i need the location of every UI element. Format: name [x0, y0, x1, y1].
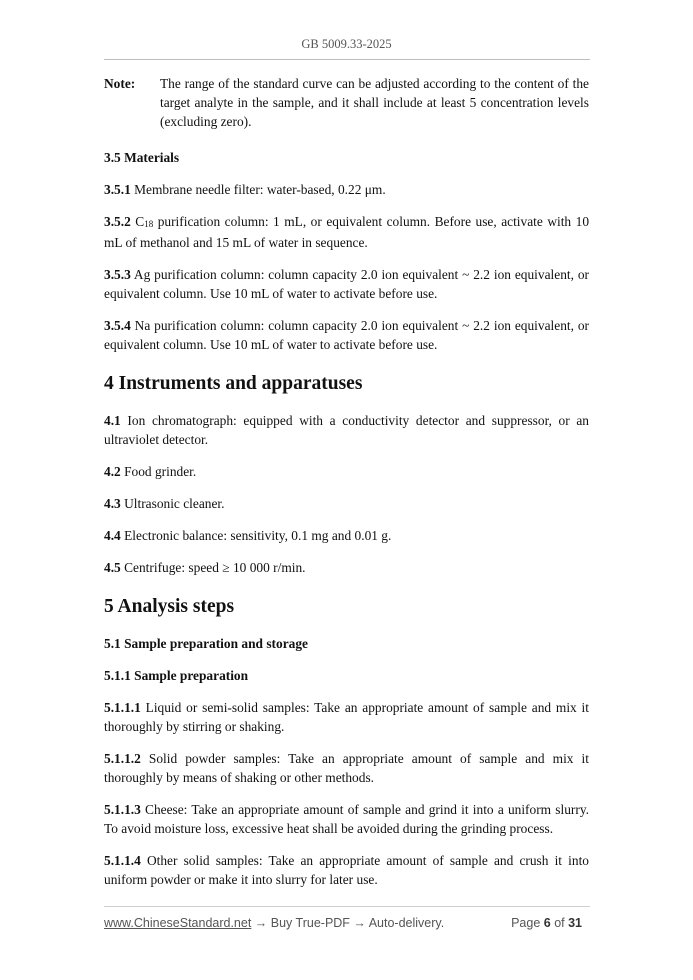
clause-5-1-1-1: 5.1.1.1 Liquid or semi-solid samples: Take an appropriate amount of sample and mix it thoroughly by stirring or shaking. — [104, 700, 589, 734]
section-5-1-1-heading: 5.1.1 Sample preparation — [104, 668, 249, 683]
clause-4-1: 4.1 Ion chromatograph: equipped with a conductivity detector and suppressor, or an ultraviolet detector. — [104, 413, 589, 447]
note-label: Note: — [104, 76, 136, 91]
clause-5-1-1-2: 5.1.1.2 Solid powder samples: Take an appropriate amount of sample and mix it thoroughly by means of shaking or other methods. — [104, 751, 589, 785]
header-divider — [104, 59, 590, 60]
footer-site-link[interactable]: www.ChineseStandard.net — [104, 916, 252, 930]
clause-4-3: 4.3 Ultrasonic cleaner. — [104, 496, 225, 511]
clause-4-2: 4.2 Food grinder. — [104, 464, 197, 479]
clause-4-4: 4.4 Electronic balance: sensitivity, 0.1 mg and 0.01 g. — [104, 528, 392, 543]
footer-tagline: → Buy True-PDF → Auto-delivery. — [251, 916, 445, 930]
footer-promo — [104, 916, 444, 930]
clause-4-5: 4.5 Centrifuge: speed ≥ 10 000 r/min. — [104, 560, 306, 575]
footer-divider — [104, 906, 590, 907]
section-5-1-heading: 5.1 Sample preparation and storage — [104, 636, 308, 651]
clause-3-5-3: 3.5.3 Ag purification column: column capacity 2.0 ion equivalent ~ 2.2 ion equivalent, or equivalent column. Use 10 mL of water to activate before use. — [104, 267, 589, 301]
clause-5-1-1-3: 5.1.1.3 Cheese: Take an appropriate amount of sample and grind it into a uniform slurry. To avoid moisture loss, excessive heat shall be avoided during the grinding process. — [104, 802, 589, 836]
clause-3-5-1: 3.5.1 Membrane needle filter: water-based, 0.22 μm. — [104, 182, 386, 197]
page-content — [104, 74, 589, 902]
section-4-heading: 4 Instruments and apparatuses — [104, 373, 363, 394]
clause-3-5-4: 3.5.4 Na purification column: column capacity 2.0 ion equivalent ~ 2.2 ion equivalent, or equivalent column. Use 10 mL of water to activate before use. — [104, 318, 589, 352]
page-footer — [104, 916, 582, 930]
page-total: 31 — [568, 916, 582, 930]
section-5-heading: 5 Analysis steps — [104, 596, 235, 617]
section-3-5-heading: 3.5 Materials — [104, 150, 180, 165]
note-text: The range of the standard curve can be adjusted according to the content of the target analyte in the sample, and it shall include at least 5 concentration levels (excluding zero). — [160, 76, 589, 129]
note-block — [104, 74, 589, 131]
page-indicator: Page 6 of 31 — [511, 916, 582, 930]
page-current: 6 — [543, 916, 551, 930]
clause-5-1-1-4: 5.1.1.4 Other solid samples: Take an appropriate amount of sample and crush it into uniform powder or make it into slurry for later use. — [104, 853, 589, 887]
header-standard-number: GB 5009.33-2025 — [301, 37, 392, 51]
clause-3-5-2: 3.5.2 $C_{18}$ purification column: 1 mL, or equivalent column. Before use, activate with 10 mL of methanol and 15 mL of water in sequence. — [104, 214, 590, 250]
